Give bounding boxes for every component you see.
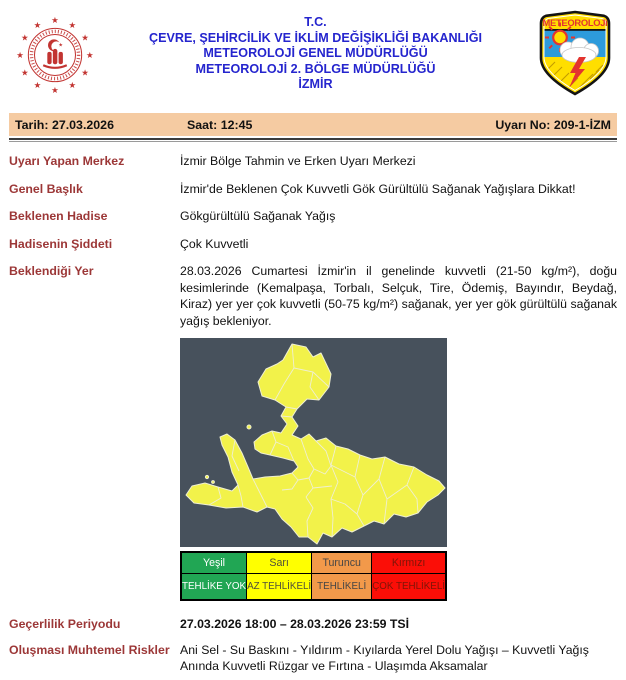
field-label: Beklenen Hadise: [9, 209, 108, 223]
footer-fields: [9, 616, 617, 675]
izmir-map-svg: [180, 338, 447, 547]
svg-text:★: ★: [68, 80, 77, 91]
legend-col-red: [372, 553, 445, 599]
info-warning-no: Uyarı No: 209-1-İZM: [495, 117, 611, 132]
header: [9, 8, 617, 106]
field-label: Geçerlilik Periyodu: [9, 617, 121, 631]
svg-text:★: ★: [58, 42, 63, 49]
bulletin-body: [9, 153, 617, 675]
shield-wordmark: METEOROLOJi: [542, 17, 608, 28]
legend-color-name: Yeşil: [182, 553, 246, 574]
svg-text:★: ★: [85, 50, 94, 61]
svg-text:★: ★: [33, 80, 42, 91]
legend-color-name: Kırmızı: [372, 553, 445, 574]
title-line-tc: T.C.: [304, 15, 327, 29]
field-value: 27.03.2026 18:00 – 28.03.2026 23:59 TSİ: [180, 617, 410, 631]
svg-text:★: ★: [68, 19, 77, 30]
legend-risk-label: AZ TEHLİKELİ: [247, 581, 312, 592]
svg-text:★: ★: [81, 67, 90, 78]
field-row-validity-period: [9, 616, 617, 633]
title-line-ministry: ÇEVRE, ŞEHİRCİLİK VE İKLİM DEĞİŞİKLİĞİ BAKANLIĞI: [148, 30, 483, 45]
svg-text:★: ★: [20, 67, 29, 78]
risk-level-legend: [180, 551, 447, 601]
field-value: İzmir'de Beklenen Çok Kuvvetli Gök Gürültülü Sağanak Yağışlara Dikkat!: [180, 181, 576, 196]
svg-text:★: ★: [33, 19, 42, 30]
info-time: Saat: 12:45: [187, 117, 253, 132]
field-value: Çok Kuvvetli: [180, 236, 249, 251]
field-row-expected-area: [9, 263, 617, 601]
field-row-warning-center: [9, 153, 617, 170]
legend-risk-label: TEHLİKELİ: [317, 581, 367, 592]
meteoroloji-shield-logo: [535, 10, 615, 96]
page-title: [96, 8, 535, 93]
svg-text:★: ★: [51, 15, 59, 26]
svg-text:★: ★: [81, 32, 90, 43]
field-value: Gökgürültülü Sağanak Yağış: [180, 209, 336, 223]
divider: [9, 138, 617, 142]
info-bar: [9, 113, 617, 136]
legend-color-name: Sarı: [247, 553, 311, 574]
field-label: Beklendiği Yer: [9, 264, 94, 278]
svg-text:★: ★: [51, 84, 59, 95]
legend-col-yellow: [247, 553, 311, 599]
field-row-general-title: [9, 181, 617, 198]
field-label: Uyarı Yapan Merkez: [9, 154, 125, 168]
warning-map: [180, 338, 447, 547]
legend-risk-label: ÇOK TEHLİKELİ: [372, 581, 445, 592]
legend-color-name: Turuncu: [312, 553, 371, 574]
ministry-seal-logo: [14, 12, 96, 98]
field-label: Oluşması Muhtemel Riskler: [9, 642, 170, 657]
title-line-city: İZMİR: [298, 77, 333, 92]
legend-risk-label: TEHLİKE YOK: [182, 581, 247, 592]
field-row-possible-risks: [9, 642, 617, 675]
svg-text:★: ★: [16, 50, 25, 61]
field-label: Hadisenin Şiddeti: [9, 236, 113, 251]
legend-col-green: [182, 553, 246, 599]
title-line-region: METEOROLOJİ 2. BÖLGE MÜDÜRLÜĞÜ: [195, 61, 436, 76]
field-value: Ani Sel - Su Baskını - Yıldırım - Kıyılarda Yerel Dolu Yağışı – Kuvvetli Yağış Anında Kuvvetli Rüzgar ve Fırtına - Ulaşımda Aksamalar: [180, 642, 589, 673]
field-row-expected-event: [9, 208, 617, 225]
field-value: 28.03.2026 Cumartesi İzmir'in il genelinde kuvvetli (21-50 kg/m²), doğu kesimlerinde (Kemalpaşa, Torbalı, Selçuk, Tire, Ödemiş, Bayındır, Beydağ, Kiraz) yer yer çok kuvvetli (50-75 kg/m²) sağanak, yer yer gök gürültülü sağanak yağış bekleniyor.: [180, 264, 617, 328]
field-row-severity: [9, 236, 617, 253]
field-value: İzmir Bölge Tahmin ve Erken Uyarı Merkezi: [180, 154, 416, 168]
info-date: Tarih: 27.03.2026: [15, 117, 114, 132]
field-label: Genel Başlık: [9, 181, 83, 196]
title-line-mgm: METEOROLOJİ GENEL MÜDÜRLÜĞÜ: [203, 46, 428, 61]
legend-col-orange: [312, 553, 371, 599]
svg-text:★: ★: [20, 32, 29, 43]
